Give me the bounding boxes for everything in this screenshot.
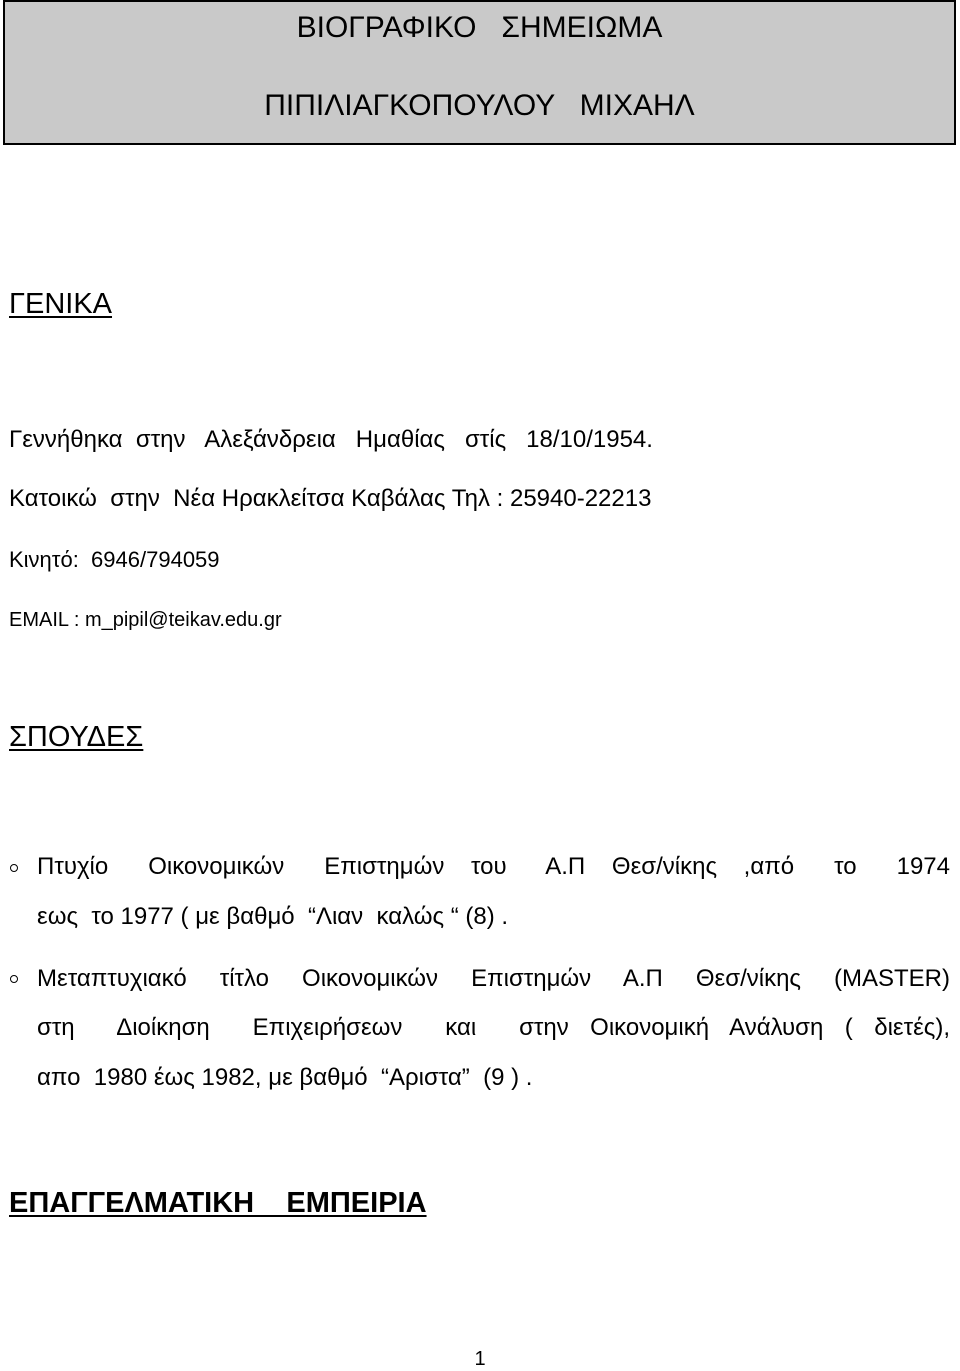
bullet-icon [10, 864, 18, 872]
studies-item-2-line-2: στη Διοίκηση Επιχειρήσεων και στην Οικονομική Ανάλυση ( διετές), [37, 1014, 950, 1041]
section-heading-general: ΓΕΝΙΚΑ [9, 288, 113, 320]
studies-item-2-line-1: Μεταπτυχιακό τίτλο Οικονομικών Επιστημών Α.Π Θεσ/νίκης (MASTER) [37, 965, 950, 992]
mobile-info: Κινητό: 6946/794059 [9, 547, 220, 572]
studies-item-1-line-2: εως το 1977 ( με βαθμό “Λιαν καλώς “ (8) . [37, 903, 509, 930]
residence-info: Κατοικώ στην Νέα Ηρακλείτσα Καβάλας Τηλ : 25940-22213 [9, 485, 652, 512]
title-box [3, 0, 956, 145]
bullet-icon [10, 975, 18, 983]
email-info: EMAIL : m_pipil@teikav.edu.gr [9, 609, 282, 631]
section-heading-experience: ΕΠΑΓΓΕΛΜΑΤΙΚΗ ΕΜΠΕΙΡΙΑ [9, 1187, 427, 1219]
person-name: ΠΙΠΙΛΙΑΓΚΟΠΟΥΛΟΥ ΜΙΧΑΗΛ [264, 89, 695, 122]
studies-item-2-line-3: απο 1980 έως 1982, με βαθμό “Αριστα” (9 ) . [37, 1064, 533, 1091]
page-number: 1 [474, 1348, 486, 1370]
birth-info: Γεννήθηκα στην Αλεξάνδρεια Ημαθίας στίς 18/10/1954. [9, 426, 653, 453]
document-title: ΒΙΟΓΡΑΦΙΚΟ ΣΗΜΕΙΩΜΑ [296, 11, 663, 44]
section-heading-studies: ΣΠΟΥΔΕΣ [9, 721, 144, 753]
studies-item-1-line-1: Πτυχίο Οικονομικών Επιστημών του Α.Π Θεσ/νίκης ,από το 1974 [37, 853, 950, 880]
